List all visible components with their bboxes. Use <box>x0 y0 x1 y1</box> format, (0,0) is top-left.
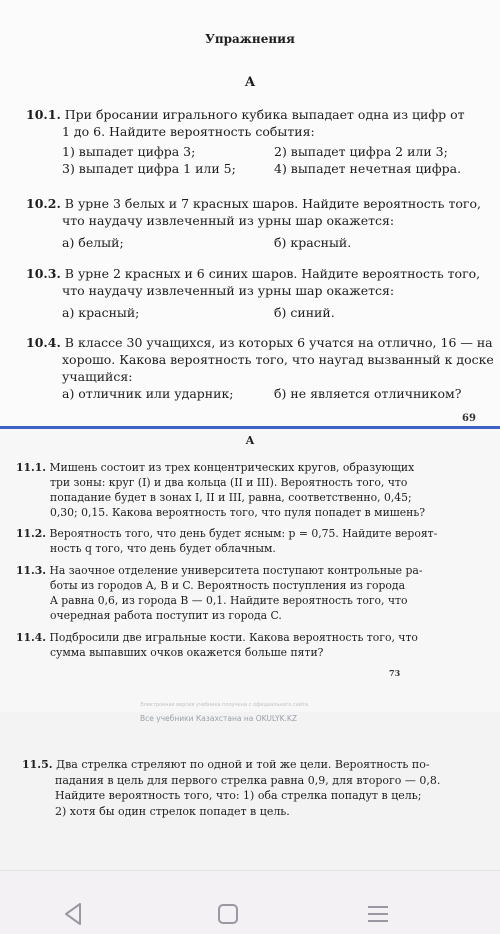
exercise-11-4 <box>16 630 496 660</box>
exercise-text: что наудачу извлеченный из урны шар окажется: <box>62 283 395 298</box>
exercise-number: 10.1. <box>26 107 61 122</box>
exercise-text: сумма выпавших очков окажется больше пяти? <box>50 646 324 659</box>
exercise-text: падания в цель для первого стрелка равна 0,9, для второго — 0,8. <box>55 773 441 787</box>
exercise-number: 11.1. <box>16 461 47 474</box>
exercise-text: A равна 0,6, из города B — 0,1. Найдите вероятность того, что <box>50 594 408 607</box>
page-number: 69 <box>462 413 476 424</box>
exercise-number: 11.2. <box>16 527 47 540</box>
option: б) не является отличником? <box>274 386 462 401</box>
exercise-10-3 <box>26 265 496 321</box>
exercise-text: что наудачу извлеченный из урны шар окажется: <box>62 213 395 228</box>
exercise-text: Подбросили две игральные кости. Какова вероятность того, что <box>49 631 418 644</box>
exercise-text: 0,30; 0,15. Какова вероятность того, что пуля попадет в мишень? <box>50 506 426 519</box>
option: а) отличник или ударник; <box>62 386 234 401</box>
exercise-11-1 <box>16 460 496 520</box>
home-button[interactable] <box>212 898 244 930</box>
exercise-text: Найдите вероятность того, что: 1) оба стрелка попадут в цель; <box>55 789 422 802</box>
home-square-icon <box>212 898 244 930</box>
exercise-number: 10.4. <box>26 335 61 350</box>
exercise-text: При бросании игрального кубика выпадает одна из цифр от <box>64 107 465 122</box>
back-button[interactable] <box>58 898 90 930</box>
option: б) синий. <box>274 305 335 320</box>
exercise-11-5 <box>22 757 496 819</box>
exercise-number: 11.5. <box>22 758 53 771</box>
exercise-text: В урне 3 белых и 7 красных шаров. Найдите вероятность того, <box>64 196 481 211</box>
section-letter: А <box>244 75 256 90</box>
watermark-small: Электронная версия учебника получена с официального сайта <box>140 702 309 708</box>
watermark: Все учебники Казахстана на OKULYK.KZ <box>140 714 297 723</box>
exercise-text: 2) хотя бы один стрелок попадет в цель. <box>55 804 290 818</box>
exercise-10-4 <box>26 334 496 402</box>
exercise-text: хорошо. Какова вероятность того, что наугад вызванный к доске <box>62 352 494 367</box>
exercise-11-3 <box>16 563 496 623</box>
exercise-number: 11.4. <box>16 631 47 644</box>
exercise-10-2 <box>26 195 496 251</box>
option: а) красный; <box>62 305 140 320</box>
recents-button[interactable] <box>362 898 394 930</box>
exercise-text: боты из городов A, B и C. Вероятность поступления из города <box>50 579 406 592</box>
option: 2) выпадет цифра 2 или 3; <box>274 144 448 159</box>
exercise-text: ность q того, что день будет облачным. <box>50 542 276 555</box>
exercise-number: 11.3. <box>16 564 47 577</box>
exercise-text: очередная работа поступит из города C. <box>50 609 282 622</box>
exercise-11-2 <box>16 526 496 556</box>
page-heading: Упражнения <box>205 32 295 46</box>
exercise-text: Два стрелка стреляют по одной и той же цели. Вероятность по- <box>56 758 430 771</box>
exercise-text: Вероятность того, что день будет ясным: p = 0,75. Найдите вероят- <box>49 527 438 540</box>
recents-lines-icon <box>362 898 394 930</box>
exercise-text: попадание будет в зонах I, II и III, равна, соответственно, 0,45; <box>50 491 412 504</box>
section-letter: А <box>245 434 255 447</box>
exercise-10-1 <box>26 106 496 177</box>
exercise-text: В урне 2 красных и 6 синих шаров. Найдите вероятность того, <box>64 266 481 281</box>
option: 4) выпадет нечетная цифра. <box>274 161 462 176</box>
back-triangle-icon <box>58 898 90 930</box>
exercise-number: 10.2. <box>26 196 61 211</box>
option: б) красный. <box>274 235 352 250</box>
exercise-text: 1 до 6. Найдите вероятность события: <box>62 124 315 139</box>
exercise-text: три зоны: круг (I) и два кольца (II и III). Вероятность того, что <box>50 476 408 489</box>
exercise-text: В классе 30 учащихся, из которых 6 учатся на отлично, 16 — на <box>64 335 493 350</box>
option: а) белый; <box>62 235 124 250</box>
option: 1) выпадет цифра 3; <box>62 144 196 159</box>
option: 3) выпадет цифра 1 или 5; <box>62 161 236 176</box>
exercise-text: Мишень состоит из трех концентрических кругов, образующих <box>49 461 415 474</box>
exercise-text: учащийся: <box>62 369 133 384</box>
exercise-number: 10.3. <box>26 266 61 281</box>
exercise-text: На заочное отделение университета поступают контрольные ра- <box>49 564 423 577</box>
page-number: 73 <box>389 668 401 678</box>
textbook-page-69 <box>0 0 500 428</box>
